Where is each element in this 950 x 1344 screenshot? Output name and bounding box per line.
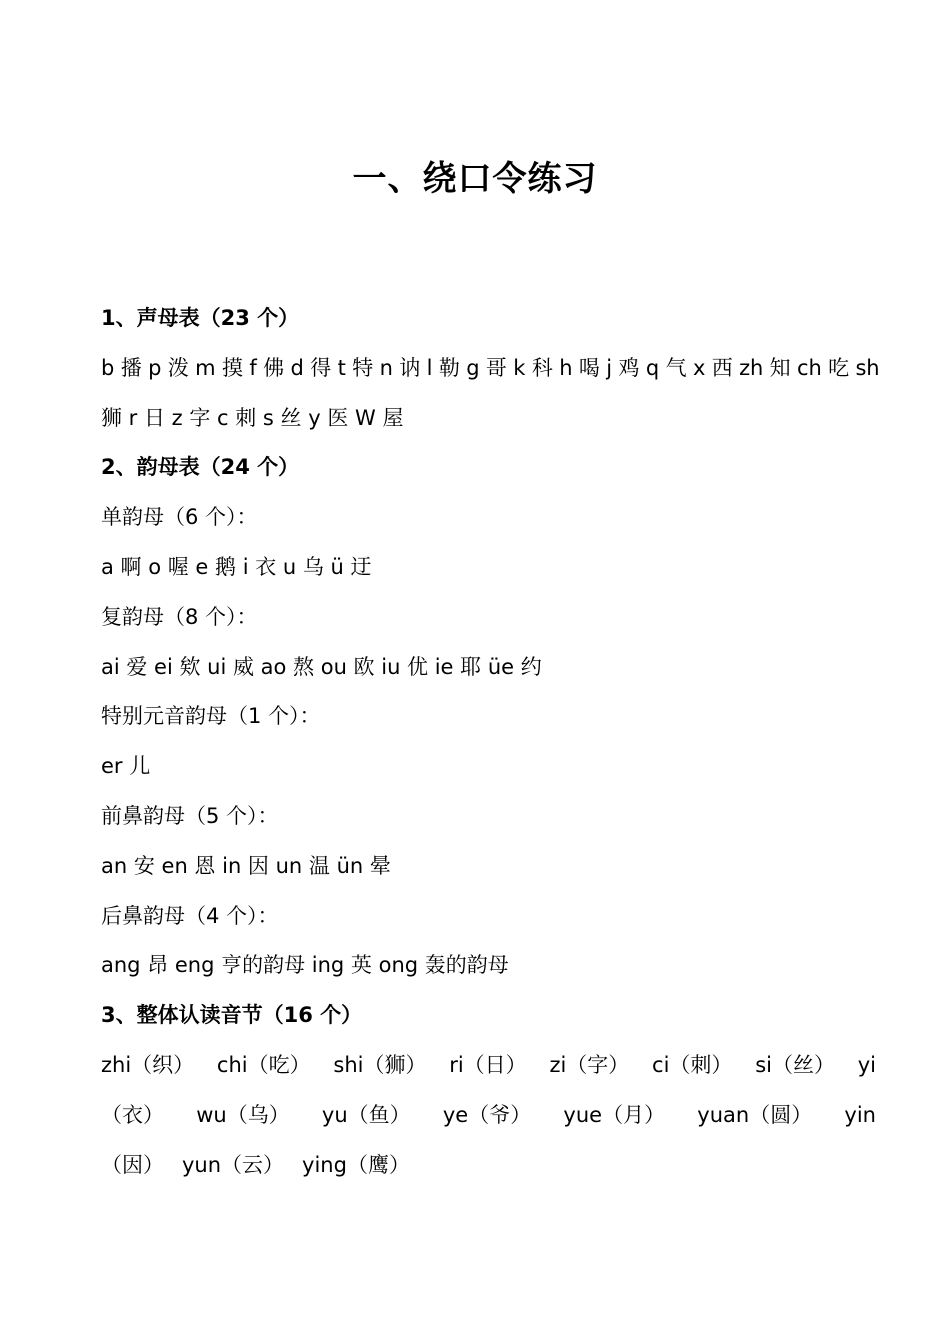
syllable-item: yuan（圆） xyxy=(697,1102,813,1127)
syllable-item: ye（爷） xyxy=(442,1102,532,1127)
syllable-item: chi（吃） xyxy=(216,1052,311,1077)
syllable-item: yi xyxy=(857,1052,876,1077)
simple-vowels-label: 单韵母（6 个）： xyxy=(101,505,258,530)
compound-vowels-items: ai 爱 ei 欸 ui 威 ao 熬 ou 欧 iu 优 ie 耶 üe 约 xyxy=(101,654,542,679)
syllable-item: zhi（织） xyxy=(101,1052,195,1077)
syllable-item: zi（字） xyxy=(549,1052,630,1077)
back-nasal-label: 后鼻韵母（4 个）： xyxy=(101,903,279,928)
document-body xyxy=(101,294,880,1190)
syllable-item: ri（日） xyxy=(449,1052,527,1077)
syllable-item: wu（乌） xyxy=(196,1102,290,1127)
syllable-item: ying（鹰） xyxy=(302,1152,410,1177)
syllable-item: shi（狮） xyxy=(333,1052,427,1077)
front-nasal-items: an 安 en 恩 in 因 un 温 ün 晕 xyxy=(101,853,391,878)
consonants-heading: 1、声母表（23 个） xyxy=(101,306,300,330)
syllable-item: si（丝） xyxy=(755,1052,835,1077)
special-vowel-label: 特别元音韵母（1 个）： xyxy=(101,704,321,729)
syllables-row-2 xyxy=(101,1091,876,1141)
syllable-item: yun（云） xyxy=(182,1152,285,1177)
syllables-row-1 xyxy=(101,1041,876,1091)
syllable-item: ci（刺） xyxy=(652,1052,733,1077)
special-vowel-items: er 儿 xyxy=(101,754,151,779)
consonants-line-1: b 播 p 泼 m 摸 f 佛 d 得 t 特 n 讷 l 勒 g 哥 k 科 h 喝 j 鸡 q 气 x 西 zh 知 ch 吃 sh xyxy=(101,355,880,380)
syllable-item: （因） xyxy=(101,1152,164,1177)
simple-vowels-items: a 啊 o 喔 e 鹅 i 衣 u 乌 ü 迂 xyxy=(101,554,372,579)
syllables-row-3 xyxy=(101,1141,876,1191)
syllable-item: （衣） xyxy=(101,1102,164,1127)
vowels-heading: 2、韵母表（24 个） xyxy=(101,455,300,480)
syllables-heading: 3、整体认读音节（16 个） xyxy=(101,1003,363,1028)
front-nasal-label: 前鼻韵母（5 个）： xyxy=(101,803,279,828)
page-title: 一、绕口令练习 xyxy=(352,159,598,199)
syllable-item: yue（月） xyxy=(563,1102,666,1127)
syllable-item: yin xyxy=(844,1102,876,1127)
consonants-line-2: 狮 r 日 z 字 c 刺 s 丝 y 医 W 屋 xyxy=(101,405,404,430)
back-nasal-items: ang 昂 eng 亨的韵母 ing 英 ong 轰的韵母 xyxy=(101,953,509,978)
syllable-item: yu（鱼） xyxy=(321,1102,411,1127)
compound-vowels-label: 复韵母（8 个）： xyxy=(101,604,258,629)
